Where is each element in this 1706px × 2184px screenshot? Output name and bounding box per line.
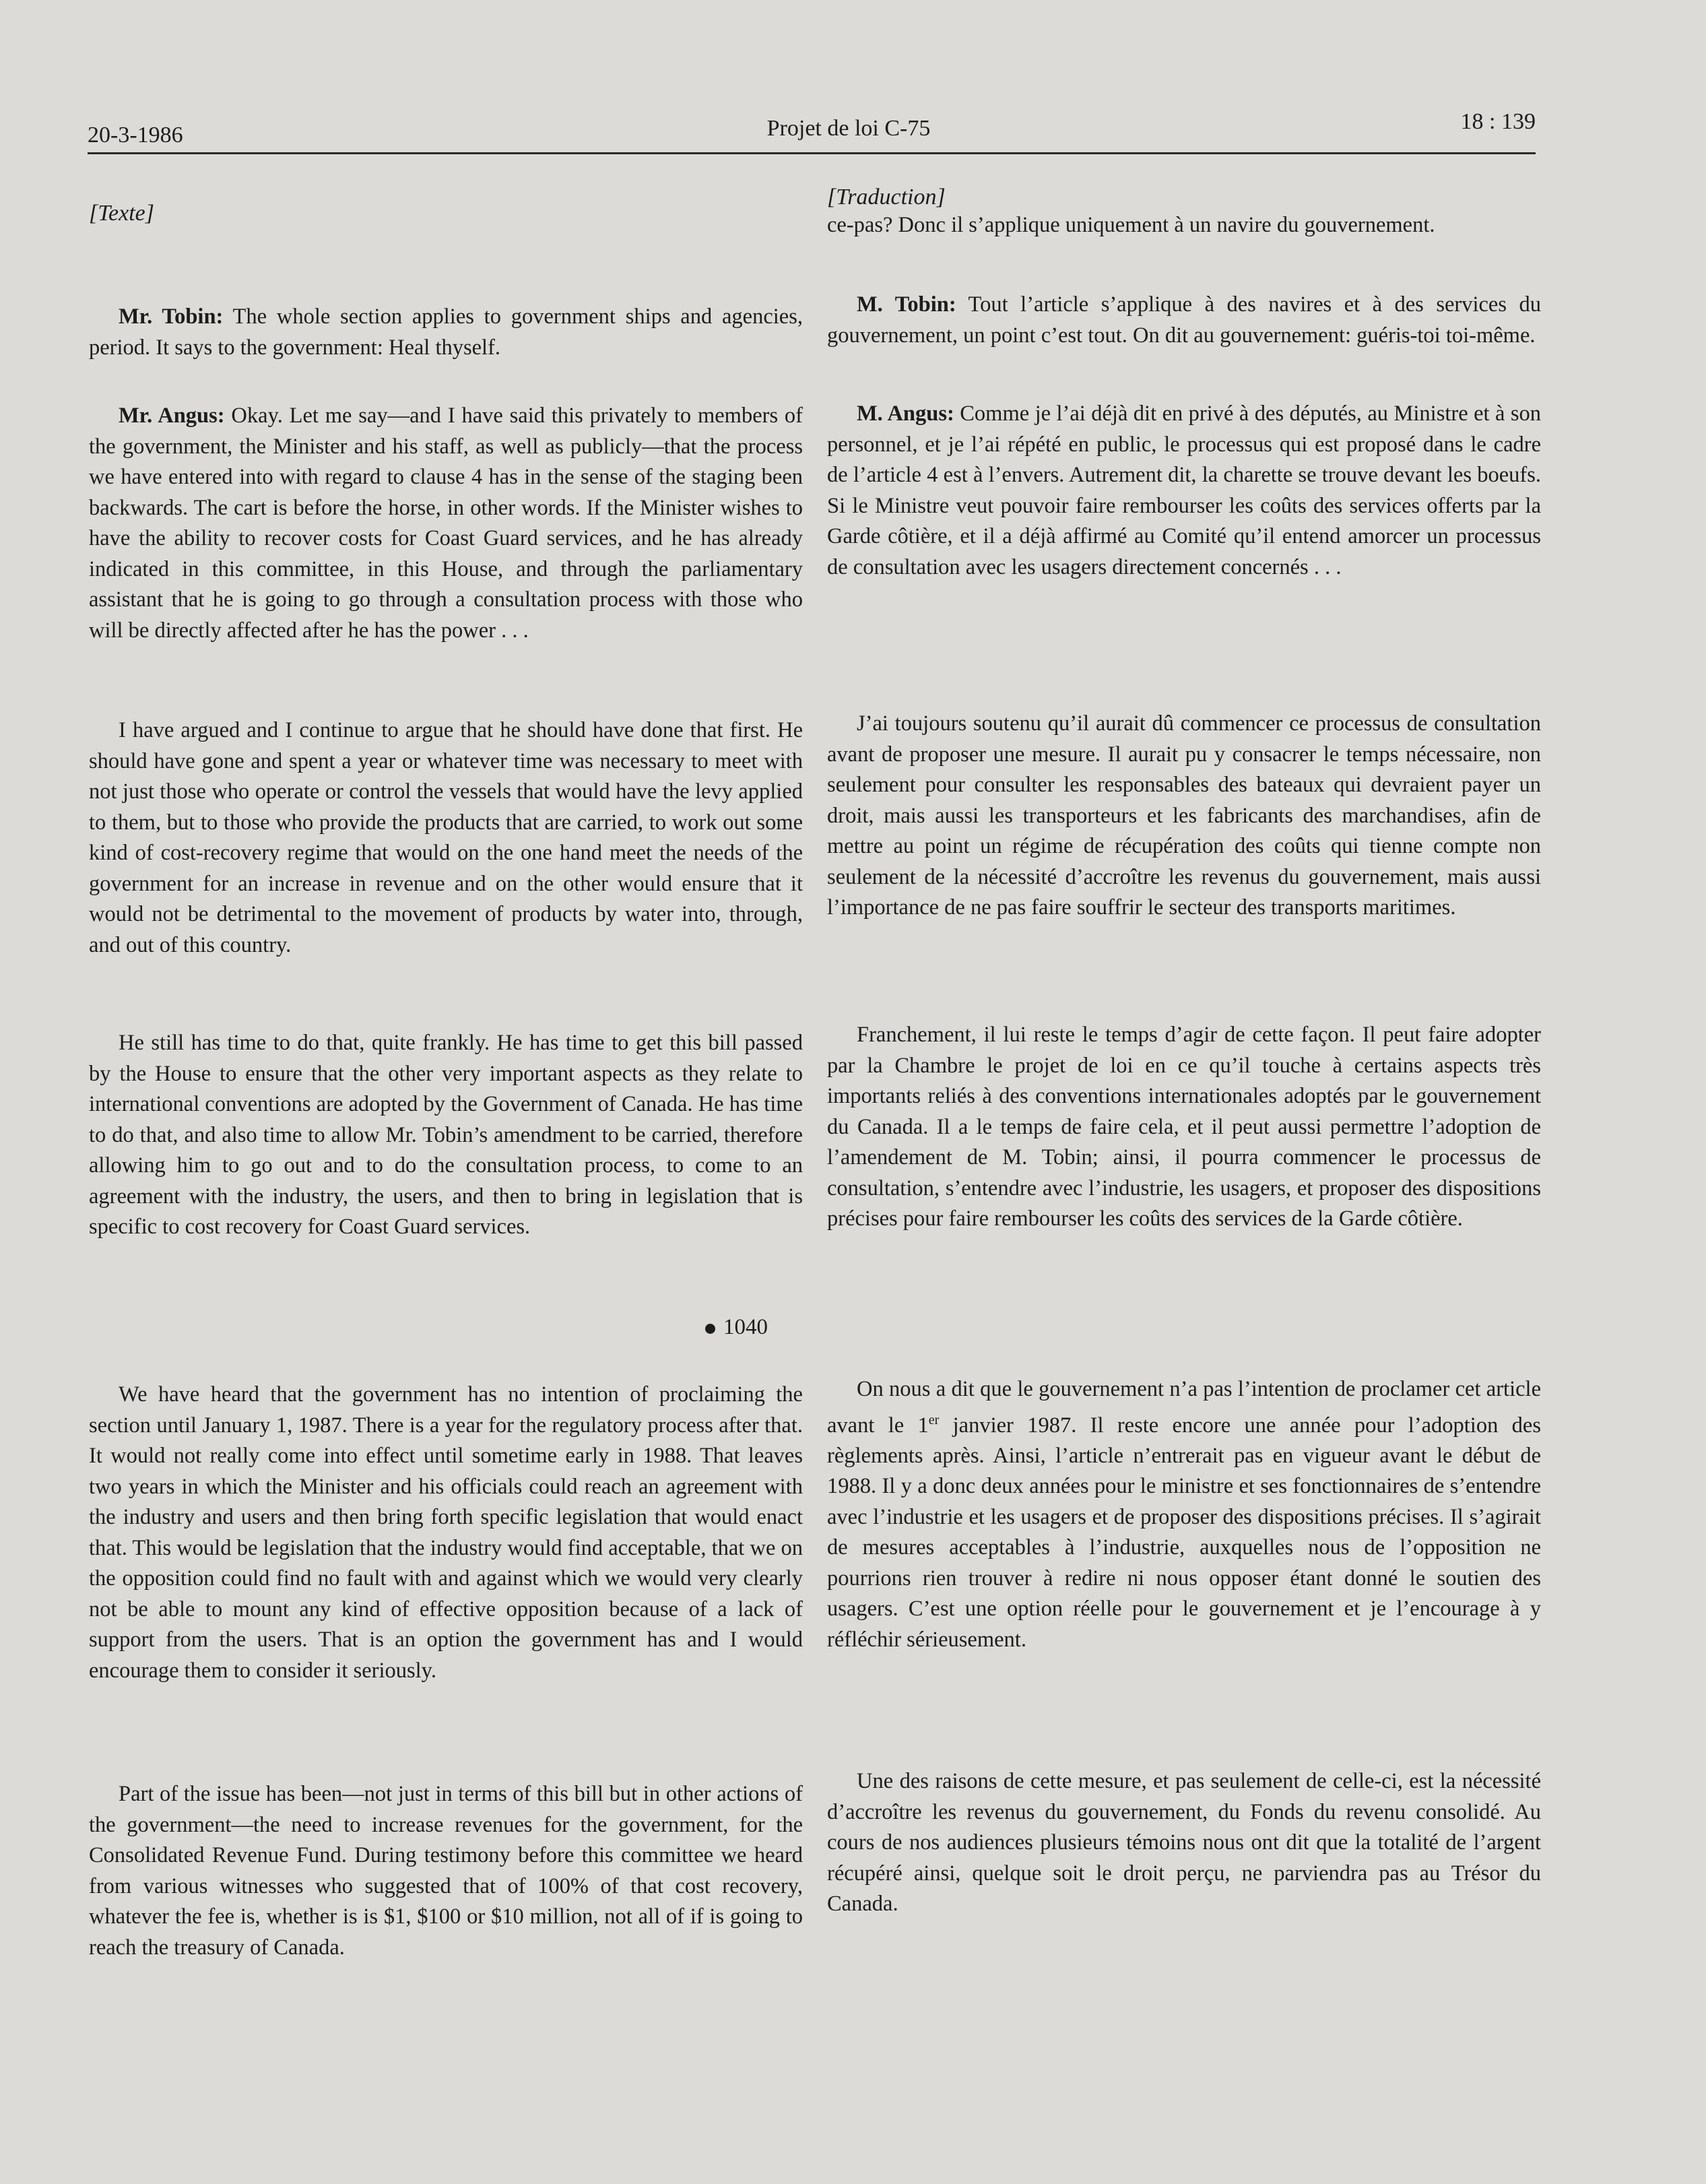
- french-column: [827, 182, 1541, 2001]
- traduction-tag: [Traduction]: [827, 185, 946, 210]
- french-p5-start: On nous a dit que le gouvernement n’a pas l’intention de proclamer cet article avant le 1: [827, 1377, 1541, 1438]
- speaker-angus: Mr. Angus:: [119, 404, 225, 428]
- time-marker-text: 1040: [723, 1315, 768, 1339]
- french-paragraph-5: [827, 1374, 1541, 1655]
- header-date: 20-3-1986: [88, 123, 183, 148]
- english-paragraph-5: We have heard that the government has no intention of proclaiming the section until January 1, 1987. There is a year for the regulatory process after that. It would not really come into effect until sometime early in 1988. That leaves two years in which the Minister and his officials could reach an agreement with the industry and users and then bring forth specific legislation that would enact that. This would be legislation that the industry would find acceptable, that we on the opposition could find no fault with and against which we would very clearly not be able to mount any kind of effective opposition because of a lack of support from the users. That is an option the government has and I would encourage them to consider it seriously.: [89, 1382, 803, 1683]
- bullet-dot-icon: [705, 1324, 715, 1334]
- english-paragraph-angus: [89, 401, 803, 646]
- english-angus-text: Okay. Let me say—and I have said this privately to members of the government, the Minister and his staff, as well as publicly—that the process we have entered into with regard to clause 4 has in the sense of the staging been backwards. The cart is before the horse, in other words. If the Minister wishes to have the ability to recover costs for Coast Guard services, and he has already indicated in this committee, in this House, and through the parliamentary assistant that he is going to go through a consultation process with those who will be directly affected after he has the power . . .: [89, 404, 803, 643]
- time-marker: [705, 1312, 768, 1343]
- speaker-m-tobin: M. Tobin:: [857, 292, 956, 317]
- french-paragraph-4: Franchement, il lui reste le temps d’agir de cette façon. Il peut faire adopter par la Chambre le projet de loi en ce qu’il touche à certains aspects très importants reliés à des conventions internationales adoptés par le gouvernement du Canada. Il a le temps de faire cela, et il peut aussi permettre l’adoption de l’amendement de M. Tobin; ainsi, il pourra commencer le processus de consultation, s’entendre avec l’industrie, les usagers, et proposer des dispositions précises pour faire rembourser les coûts des services de la Garde côtière.: [827, 1023, 1541, 1231]
- french-paragraph-6: Une des raisons de cette mesure, et pas seulement de celle-ci, est la nécessité d’accroître les revenus du gouvernement, du Fonds du revenu consolidé. Au cours de nos audiences plusieurs témoins nous ont dit que la totalité de l’argent récupéré ainsi, quelque soit le droit perçu, ne parviendra pas au Trésor du Canada.: [827, 1769, 1541, 1916]
- french-paragraph-0: ce-pas? Donc il s’applique uniquement à un navire du gouvernement.: [827, 213, 1435, 237]
- french-paragraph-angus: [827, 399, 1541, 583]
- french-angus-text: Comme je l’ai déjà dit en privé à des députés, au Ministre et à son personnel, et je l’ai répété en public, le processus qui est proposé dans le cadre de l’article 4 est à l’envers. Autrement dit, la charette se trouve devant les boeufs. Si le Ministre veut pouvoir faire rembourser les coûts des services offerts par la Garde côtière, et il a déjà affirmé au Comité qu’il entend amorcer un processus de consultation avec les usagers directement concernés . . .: [827, 402, 1541, 579]
- english-paragraph-tobin: [89, 302, 803, 363]
- english-column: [89, 182, 803, 2001]
- french-paragraph-tobin: [827, 290, 1541, 351]
- header-title: Projet de loi C-75: [766, 116, 931, 141]
- ordinal-superscript: er: [928, 1412, 940, 1427]
- english-paragraph-3: I have argued and I continue to argue that he should have done that first. He should have gone and spent a year or whatever time was necessary to meet with not just those who operate or control the vessels that would have the levy applied to them, but to those who provide the products that are carried, to work out some kind of cost-recovery regime that would on the one hand meet the needs of the government for an increase in revenue and on the other would ensure that it would not be detrimental to the movement of products by water into, through, and out of this country.: [89, 718, 803, 957]
- speaker-tobin: Mr. Tobin:: [119, 304, 224, 329]
- english-paragraph-4: He still has time to do that, quite frankly. He has time to get this bill passed by the House to ensure that the other very important aspects as they relate to international conventions are adopted by the Government of Canada. He has time to do that, and also time to allow Mr. Tobin’s amendment to be carried, therefore allowing him to go out and to do the consultation process, to come to an agreement with the industry, the users, and then to bring in legislation that is specific to cost recovery for Coast Guard services.: [89, 1031, 803, 1239]
- english-paragraph-6: Part of the issue has been—not just in terms of this bill but in other actions of the government—the need to increase revenues for the government, for the Consolidated Revenue Fund. During testimony before this committee we heard from various witnesses who suggested that of 100% of that cost recovery, whatever the fee is, whether is is $1, $100 or $10 million, not all of if is going to reach the treasury of Canada.: [89, 1782, 803, 1960]
- french-p5-rest: janvier 1987. Il reste encore une année pour l’adoption des règlements après. Ainsi, l’article n’entrerait pas en vigueur avant le début de 1988. Il y a donc deux années pour le ministre et ses fonctionnaires de s’entendre avec l’industrie et les usagers et de proposer des dispositions précises. Il s’agirait de mesures acceptables à l’industrie, auxquelles nous de l’opposition ne pourrions rien trouver à redire ni nous opposer étant donné le soutien des usagers. C’est une option réelle pour le gouvernement et je l’encourage à y réfléchir sérieusement.: [827, 1413, 1541, 1652]
- french-tobin-text: Tout l’article s’applique à des navires et à des services du gouvernement, un point c’est tout. On dit au gouvernement: guéris-toi toi-même.: [827, 292, 1541, 348]
- speaker-m-angus: M. Angus:: [857, 402, 954, 426]
- french-paragraph-3: J’ai toujours soutenu qu’il aurait dû commencer ce processus de consultation avant de proposer une mesure. Il aurait pu y consacrer le temps nécessaire, non seulement pour consulter les responsables des bateaux qui devraient payer un droit, mais aussi les transporteurs et les fabricants des marchandises, afin de mettre au point un régime de récupération des coûts qui tienne compte non seulement de la nécessité d’accroître les revenus du gouvernement, mais aussi l’importance de ne pas faire souffrir le secteur des transports maritimes.: [827, 711, 1541, 920]
- page-header: [88, 108, 1536, 155]
- header-page-number: 18 : 139: [1460, 109, 1536, 134]
- texte-tag: [Texte]: [89, 201, 154, 226]
- header-rule: [88, 152, 1536, 154]
- english-tobin-text: The whole section applies to government ships and agencies, period. It says to the government: Heal thyself.: [89, 304, 803, 360]
